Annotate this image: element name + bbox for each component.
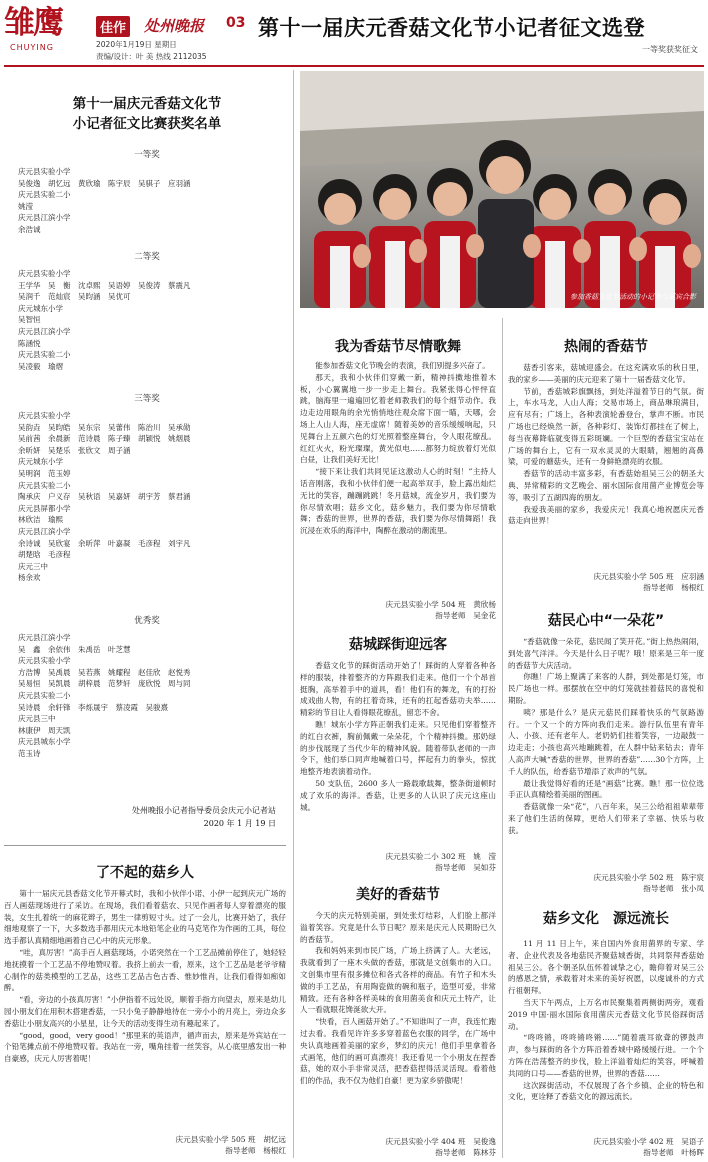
name-line: 杨余欢 <box>18 573 41 583</box>
paragraph: 当天下午两点，上万名市民聚集着两侧街两旁，观看 2019 中国·丽水国际食用菌庆元香菇文化节民俗踩街活动。 <box>508 997 704 1031</box>
paragraph: 50 支队伍，2600 多人一路载歌载舞，整条街道顿时成了欢乐的海洋。香菇，让更多的人认识了庆元这座山城。 <box>300 778 496 812</box>
name-line: 王学华 吴 衡 沈卓熙 吴语婷 吴俊涛 蔡震凡 <box>18 280 191 290</box>
article-title: 菇民心中“一朵花” <box>547 613 665 629</box>
name-line: 庆元县江滨小学 <box>18 526 71 536</box>
masthead-logo-sub: CHUYING <box>10 43 54 52</box>
name-line: 余浩诚 <box>18 224 41 234</box>
paragraph: 菇香引客来，菇城迎盛会。在这充满欢乐的秋日里，我的家乡——美丽的庆元迎来了第十一届香菇文化节。 <box>508 363 704 384</box>
group-photo <box>300 71 704 308</box>
name-line: 吴润千 范灿宸 吴昀涵 吴优可 <box>18 292 131 302</box>
award-list-title-line2: 小记者征文比赛获奖名单 <box>72 116 222 132</box>
name-line: 庆元县实验小学 <box>18 656 71 666</box>
article-byline <box>4 1134 286 1156</box>
name-line: 庆元三中 <box>18 561 48 571</box>
name-line: 庆元县城东小学 <box>18 737 71 747</box>
name-line: 庆元城东小学 <box>18 303 63 313</box>
paragraph: 能参加香菇文化节晚会的表演，我们别提多兴奋了。 <box>315 361 490 370</box>
prize-names <box>18 632 276 760</box>
byline-teacher: 指导老师 叶杨晖 <box>643 1148 704 1157</box>
award-list-title-line1: 第十一届庆元香菇文化节 <box>72 96 222 112</box>
paragraph: 第十一届庆元县香菇文化节开幕式时，我和小伙伴小诺、小伊一起到庆元广场的百人画菇现场进行了采访。在现场，我们看着菇农、只见作画者每人穿着漂亮的服装，女生扎着统一的麻花辫子，男生一律剪短寸头。过了一会儿，比赛开始了，我仔细地观察了一下，大多数选手都用庆元本地铅笔企业的马克笔作为作画的工具，每位选手都认真精细地画着自己心中的庆元形象。 <box>4 889 286 946</box>
award-section-third <box>18 392 276 584</box>
photo-illustration <box>300 71 704 308</box>
article-byline <box>508 1136 704 1158</box>
prize-heading: 优秀奖 <box>134 616 160 626</box>
name-line: 庆元县实验二小 <box>18 690 71 700</box>
article-title: 热闹的香菇节 <box>564 339 648 355</box>
name-line: 吴 鑫 余依伟 朱禹岳 叶芝慧 <box>18 644 131 654</box>
article-byline <box>300 1136 496 1158</box>
article-body <box>4 888 286 1128</box>
byline-teacher: 指导老师 吴金花 <box>435 611 496 620</box>
paragraph: 我爱我美丽的家乡，我爱庆元！我真心地祝愿庆元香菇走向世界！ <box>508 504 704 526</box>
byline-author: 庆元县实验小学 505 班 应羽涵 <box>593 572 704 581</box>
article-body <box>300 910 496 1132</box>
name-line: 庆元县实验二小 <box>18 350 71 360</box>
byline-teacher: 指导老师 杨根红 <box>225 1146 286 1155</box>
signature-org: 处州晚报小记者指导委员会庆元小记者站 <box>132 806 276 815</box>
article-body <box>508 362 704 566</box>
editor-line: 责编/设计：叶 美 热线 2112035 <box>96 52 207 61</box>
byline-author: 庆元县实验小学 402 班 吴语子 <box>593 1137 704 1146</box>
article-title: 我为香菇节尽情歌舞 <box>335 339 461 355</box>
paragraph: 香菇节的活动丰富多彩，有香菇始祖吴三公的朝圣大典、异常精彩的文艺晚会、丽水国际食用菌产业博览会等等，吸引了五湖四海的朋友。 <box>508 469 704 502</box>
name-line: 庆元县实验小学 <box>18 167 71 176</box>
name-line: 吴诗晨 余轩锋 李烁晟宇 蔡凌霞 吴骏熹 <box>18 702 168 712</box>
signature-date: 2020 年 1 月 19 日 <box>203 819 276 828</box>
prize-names <box>18 268 276 372</box>
name-line: 庆元城东小学 <box>18 457 63 467</box>
award-list-title <box>18 94 276 134</box>
paragraph: “哇，真厉害！”高手百人画菇现场，小诺突然在一个工艺品摊前停住了，她轻轻地抚摸着一个工艺品不停地赞叹着。我挤上前去一看，原来，这个工艺品是老爷爷精心制作的菇类模型的工艺品，这些工艺品古色古香、惟妙惟肖，让我们看得如痴如醉。 <box>4 947 286 993</box>
paragraph: 节前，香菇城彩旗飘扬，到处洋溢着节日的气氛。街上，车水马龙，人山人海；交易市场上，商品琳琅满目，应有尽有；广场上，各种表演轮番登台，掌声不断。市民广场也已经焕然一新，各种彩灯、装饰灯都挂在了树上，每当夜幕降临就变得五彩斑斓。一个巨型的香菇宝宝站在广场的舞台上，它有一双水灵灵的大眼睛，翘翘的高鼻梁，可爱的蘑菇头，还有一身鲜艳漂亮的衣服。 <box>508 386 704 467</box>
byline-author: 庆元县实验小学 502 班 陈宇宸 <box>593 873 704 882</box>
left-divider <box>4 845 286 846</box>
name-line: 范玉诗 <box>18 748 41 758</box>
article-body <box>508 636 704 858</box>
masthead <box>4 4 254 64</box>
name-line: 庆元县江滨小学 <box>18 213 71 223</box>
name-line: 庆元县实验小学 <box>18 269 71 278</box>
date-line: 2020年1月19日 星期日 <box>96 40 177 49</box>
byline-author: 庆元县实验小学 404 班 吴俊逸 <box>385 1137 496 1146</box>
paragraph: “香菇就像一朵花，菇民闻了笑开花。”街上热热闹闹，到处喜气洋洋。今天是什么日子呢？哦！原来是三年一度的香菇节大庆活动。 <box>508 637 704 670</box>
header-divider <box>4 65 704 67</box>
name-line: 林欣洁 瑜熙 <box>18 515 63 525</box>
name-line: 庆元县江滨小学 <box>18 633 71 642</box>
article-byline <box>300 851 496 873</box>
column-divider <box>293 70 294 1158</box>
name-line: 庆元县实验小学 <box>18 411 71 420</box>
name-line: 庆元县实验二小 <box>18 190 71 200</box>
name-line: 庆元县三中 <box>18 714 56 724</box>
paragraph: 香菇文化节的踩街活动开始了！踩街的人穿着各种各样的服装，排着整齐的方阵跟我们走来。他们一个个昂首挺胸，高举着手中的道具，看！他们有的舞龙，有的打扮成戏曲人物，有的扛着奇珠，还有的扛起香菇功夫举……精彩的节目让人看得眼花缭乱，留恋不舍。 <box>300 661 496 718</box>
paragraph: 今天的庆元特别美丽，到处张灯结彩，人们脸上都洋溢着笑容。究竟是什么节日呢？原来是庆元人民期盼已久的香菇节。 <box>300 911 496 944</box>
award-section-excellent <box>18 614 276 760</box>
award-section-first <box>18 148 276 236</box>
prize-names <box>18 410 276 584</box>
paragraph: “咚咚锵，咚咚锵咚锵……”随着震耳欲聋的锣鼓声声，参与踩街的各个方阵沿着香城中路缓缓行进。一个个方阵在浩荡整齐的步伐，脸上洋溢着灿烂的笑容，呼喊着共同的口号——香菇的世界，世界的香菇…… <box>508 1033 704 1078</box>
prize-heading: 二等奖 <box>134 252 160 262</box>
name-line: 庆元县屏都小学 <box>18 503 71 513</box>
paragraph: 香菇就像一朵“花”，八百年来，吴三公给祖祖辈辈带来了他们生活的保障，更给人们带来了幸福、快乐与收获。 <box>508 802 704 835</box>
article-title: 菇城踩街迎远客 <box>349 637 447 653</box>
paragraph: 瞧！城东小学方阵正朝我们走来。只见他们穿着整齐的红白衣裤，胸前佩戴一朵朵花，个个精神抖擞。那奶绿的步伐展现了当代少年的精神风貌。随着带队老师的一声令下，他们举口同声地喊着口号，挥起有力的拳头，惊扰地整齐地表演着动作。 <box>300 719 496 777</box>
name-line: 吴明润 范玉婷 <box>18 468 71 478</box>
article-title: 菇乡文化 源远流长 <box>543 911 669 927</box>
name-line: 吴易恒 吴凯晨 胡梓晨 范梦轩 庞欣悦 周与同 <box>18 679 191 689</box>
masthead-logo: 雏鹰 <box>4 5 62 41</box>
name-line: 庆元县实验二小 <box>18 480 71 490</box>
article-body <box>300 360 496 596</box>
prize-heading: 一等奖 <box>134 150 160 160</box>
name-line: 吴智恒 <box>18 315 41 325</box>
paragraph: “good，good，very good！”那里来的英语声，循声而去，原来是外宾站在一个铅笔摊点前不停地赞叹着。我站在一旁，嘴角挂着一丝笑容，从心底里感发出一种自豪感，庆元人厉害着呢！ <box>4 1030 286 1064</box>
article-title: 美好的香菇节 <box>356 887 440 903</box>
name-line: 吴前茜 余晨新 范诗晨 陈子臻 胡颖悦 姚烟晨 <box>18 434 191 444</box>
page-subheadline: 一等奖获奖征文 <box>642 45 698 54</box>
page-number: 03 <box>226 15 246 31</box>
paragraph: 最让我觉得好看的还是“画菇”比赛。瞧！那一位位选手正认真精绘着美丽的图画。 <box>508 778 704 800</box>
name-line: 陶承庆 户义存 吴秋语 吴嘉妍 胡宇芳 蔡君涵 <box>18 492 191 502</box>
byline-author: 庆元县实验小学 505 班 胡忆远 <box>175 1135 286 1144</box>
byline-teacher: 指导老师 张小凤 <box>643 884 704 893</box>
name-line: 吴韵垚 吴昀皓 吴东宗 吴蕾伟 陈治川 吴承勋 <box>18 422 191 432</box>
article-title: 了不起的菇乡人 <box>96 865 194 881</box>
paragraph: 这次踩街活动，不仅展现了各个乡镇、企业的特色和文化，更诠释了香菇文化的源远流长。 <box>508 1080 704 1102</box>
name-line: 余昕妍 吴楚乐 张欣文 周子涵 <box>18 445 131 455</box>
name-line: 陈涵悦 <box>18 338 41 348</box>
byline-author: 庆元县实验二小 302 班 姚 滢 <box>385 852 496 861</box>
paper-name: 处州晚报 <box>144 17 205 35</box>
article-byline <box>508 571 704 593</box>
paragraph: 你瞧！广场上聚满了来客的人群，到处都是灯笼，市民广场也一样。那摆放在空中的灯笼就挂着菇民的喜悦和期盼。 <box>508 672 704 705</box>
paragraph: “接下来让我们共同见证这激动人心的时刻！”主持人话音刚落，我和小伙伴们便一起高举双手，脸上露出灿烂无比的笑容，蹦蹦跳跳！冬月菇城，流金岁月，我们要为你尽情欢唱；菇乡文化，菇乡魅力，我们要为你尽情歌舞；香菇的世界，世界的香菇，我们要为你尽情舞蹈！我沉浸在欢乐的海洋中，陶醉在激动的潮流里。 <box>300 467 496 536</box>
byline-teacher: 指导老师 吴如芬 <box>435 863 496 872</box>
paragraph: “看，旁边的小孩真厉害！”小伊指着不远处说，顺着手指方向望去，原来是幼儿园小朋友们在用积木搭建香菇，一只小兔子静静地待在一旁小小的月亮上，旁边众多香菇让小朋友高兴的小星星，让今天的活动变得生动有趣起来了。 <box>4 995 286 1028</box>
paragraph: 咦？那是什么？是庆元菇民们踩着快乐的气氛路游行。一个又一个的方阵向我们走来。游行队伍里有青年人、小孩、还有老年人。老奶奶们挂着笑容，一边敲鼓一边走走；小孩也高兴地蹦跳着，在人群中钻来钻去；青年人高声大喊“香菇的世界，世界的香菇”……30个方阵，上千人的队伍，给香菇节增添了欢声的气氛。 <box>508 707 704 776</box>
award-section-second <box>18 250 276 372</box>
byline-teacher: 指导老师 杨根红 <box>643 583 704 592</box>
article-byline <box>508 872 704 894</box>
name-line: 姚滢 <box>18 201 33 211</box>
page-headline: 第十一届庆元香菇文化节小记者征文选登 <box>258 16 645 40</box>
award-list-signature <box>18 804 276 830</box>
paragraph: 那天，我和小伙伴们穿戴一新，精神抖擞地推着木板，小心翼翼地一步一步走上舞台。我紧张得心怦怦直跳，脑海里一遍遍回忆着老师教我们的每个细节动作。我边走边用眼角的余光悄悄地往观众席下面一瞄，天哪，会场上人山人海，座无虚席！随着美妙的音乐缓缓响起，只见舞台上五颜六色的灯光照着整座舞台，令人眼花缭乱。红红火火，粉光璨璨，黄光似电……都努力绽放着灯光似白昼，让我们美好无比！ <box>300 372 496 465</box>
article-byline <box>300 599 496 621</box>
byline-teacher: 指导老师 陈林芬 <box>435 1148 496 1157</box>
article-body <box>508 938 704 1134</box>
name-line: 吴凌毅 瑜熠 <box>18 361 63 371</box>
paragraph: “快看，百人画菇开始了。”不知谁叫了一声，我连忙跑过去看。我看见许许多多穿着蓝色衣服的同学，在广场中央认真地画着美丽的家乡，梦幻的庆元！他们手里拿着各式画笔，他们的画可真漂亮！我还看见一个小朋友在捏香菇，她的双小手非常灵活，把香菇捏得活灵活现。看着他们的作品，我不仅为他们自豪！更为家乡骄傲呢！ <box>300 1017 496 1086</box>
paragraph: 11 月 11 日上午，来自国内外食用菌界的专家、学者、企业代表及各地菇民齐聚菇城香街，共同祭拜香菇始祖吴三公。各个朝圣队伍怀着诚挚之心，瞻仰着对吴三公的感恩之情，承载着对未来的美好祝愿，以虔诚朴的方式行祖朝拜。 <box>508 939 704 996</box>
column-divider <box>502 318 503 1158</box>
article-body <box>300 660 496 874</box>
name-line: 吴俊逸 胡忆远 黄欣瑜 陈宇辰 吴骐子 应羽涵 <box>18 178 191 188</box>
name-line: 林康伊 周天凯 <box>18 725 71 735</box>
photo-caption: 参加香菇文化节活动的小记者与嘉宾合影 <box>570 293 696 301</box>
prize-heading: 三等奖 <box>134 394 160 404</box>
name-line: 胡楚晗 毛彦程 <box>18 550 71 560</box>
name-line: 余诗诚 吴欣宴 余昕萍 叶嘉凝 毛彦程 刘宇凡 <box>18 538 191 548</box>
column-badge: 佳作 <box>96 16 130 37</box>
name-line: 方浩博 吴禹晨 吴若燕 姚耀程 赵佳欣 赵悦秀 <box>18 667 191 677</box>
paragraph: 我和妈妈来到市民广场，广场上挤满了人。大老远，我就看到了一座木头做的香菇，那就是文创集市的入口。文创集市里有很多摊位和各式各样的商品。有竹子和木头做的手工艺品，有用陶瓷做的碗和瓶子，造型可爱，非常精致。还有各种各样美味的食用菌美食和庆元土特产，让人一看就眼花馋涎欲大开。 <box>300 946 496 1015</box>
prize-names <box>18 166 276 236</box>
byline-author: 庆元县实验小学 504 班 黄欣杨 <box>385 600 496 609</box>
name-line: 庆元县江滨小学 <box>18 326 71 336</box>
